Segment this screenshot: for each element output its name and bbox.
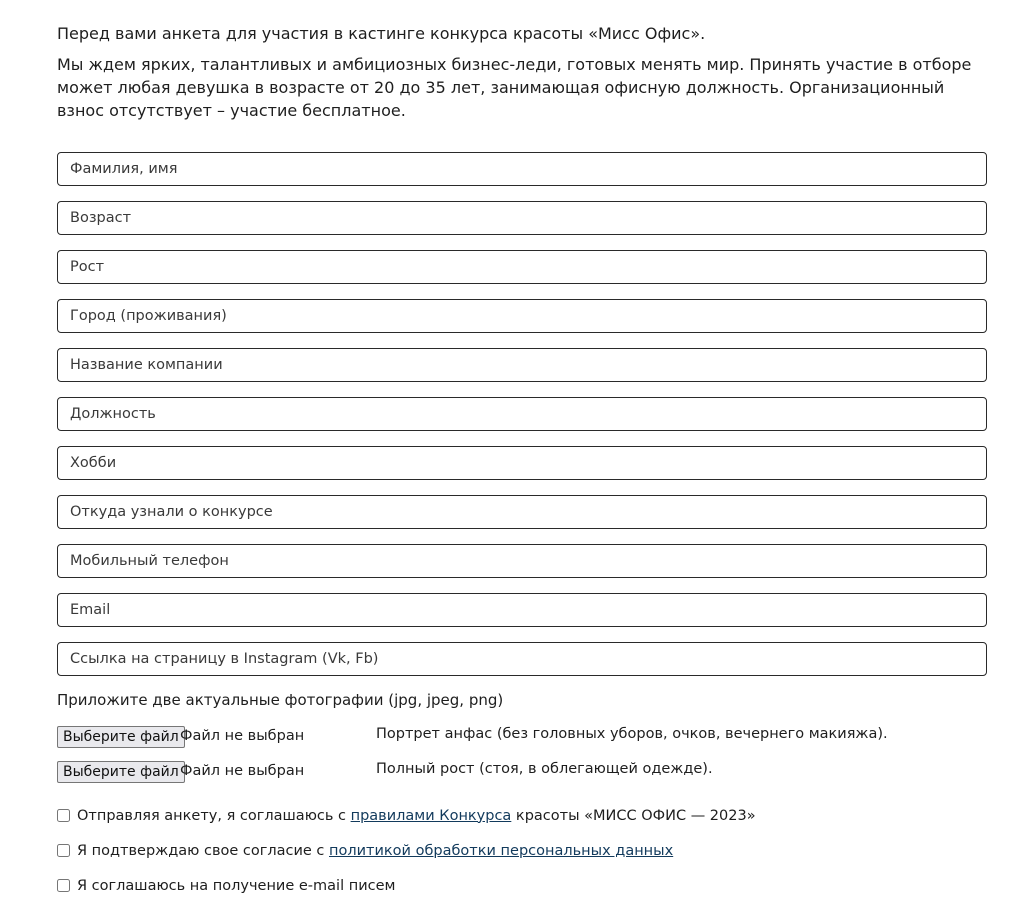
photo-description-full-height: Полный рост (стоя, в облегающей одежде). bbox=[376, 761, 713, 777]
consent-emails-row bbox=[57, 877, 987, 894]
consent-privacy-text-before: Я подтверждаю свое согласие с bbox=[77, 842, 330, 859]
choose-file-button-portrait[interactable]: Выберите файл bbox=[57, 726, 185, 748]
consent-rules-text-after: красоты «МИСС ОФИС — 2023» bbox=[511, 807, 756, 824]
photos-title: Приложите две актуальные фотографии (jpg, jpeg, png) bbox=[57, 691, 504, 709]
privacy-policy-link[interactable]: политикой обработки персональных данных bbox=[329, 842, 674, 859]
rules-link[interactable]: правилами Конкурса bbox=[350, 807, 512, 824]
file-status-full-height: Файл не выбран bbox=[180, 763, 305, 779]
position-input[interactable] bbox=[57, 397, 987, 431]
phone-input[interactable] bbox=[57, 544, 987, 578]
intro-line-1: Перед вами анкета для участия в кастинге конкурса красоты «Мисс Офис». bbox=[57, 24, 706, 43]
height-input[interactable] bbox=[57, 250, 987, 284]
consent-rules-text bbox=[77, 808, 756, 824]
consent-rules-text-before: Отправляя анкету, я соглашаюсь с bbox=[77, 807, 351, 824]
consent-privacy-checkbox[interactable] bbox=[57, 844, 70, 857]
hobby-input[interactable] bbox=[57, 446, 987, 480]
choose-file-button-full-height[interactable]: Выберите файл bbox=[57, 761, 185, 783]
consent-rules-checkbox[interactable] bbox=[57, 809, 70, 822]
social-link-input[interactable] bbox=[57, 642, 987, 676]
consent-rules-row bbox=[57, 807, 987, 824]
age-input[interactable] bbox=[57, 201, 987, 235]
photo-upload-portrait bbox=[57, 726, 987, 748]
consent-privacy-text bbox=[77, 843, 673, 859]
photo-upload-full-height bbox=[57, 761, 987, 783]
email-input[interactable] bbox=[57, 593, 987, 627]
intro-line-2: Мы ждем ярких, талантливых и амбициозных бизнес-леди, готовых менять мир. Принять участие в отборе может любая девушка в возрасте от 20 до 35 лет, занимающая офисную должность. Организационный взнос отсутствует – участие бесплатное. bbox=[57, 55, 972, 120]
consent-privacy-row bbox=[57, 842, 987, 859]
consent-emails-checkbox[interactable] bbox=[57, 879, 70, 892]
file-status-portrait: Файл не выбран bbox=[180, 728, 305, 744]
consent-emails-label: Я соглашаюсь на получение e-mail писем bbox=[77, 877, 396, 894]
source-input[interactable] bbox=[57, 495, 987, 529]
company-input[interactable] bbox=[57, 348, 987, 382]
photo-description-portrait: Портрет анфас (без головных уборов, очков, вечернего макияжа). bbox=[376, 726, 888, 742]
name-input[interactable] bbox=[57, 152, 987, 186]
casting-form bbox=[57, 22, 987, 894]
form-fields bbox=[57, 152, 987, 676]
city-input[interactable] bbox=[57, 299, 987, 333]
